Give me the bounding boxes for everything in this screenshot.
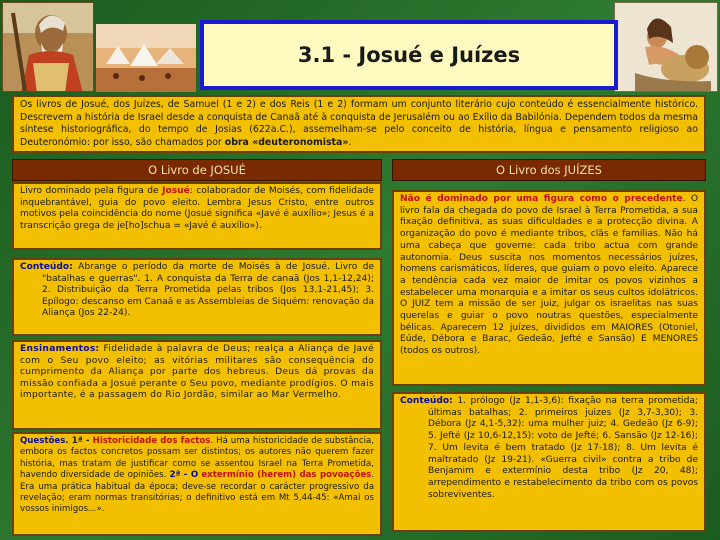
joshua-heading-text: O Livro de JOSUÉ <box>148 163 246 177</box>
joshua-teachings-text: Fidelidade à palavra de Deus; realça a Aliança de Javé com o Seu povo eleito; as vitórias militares são consequência do cumprimento da Aliança por parte dos hebreus. Deus dá provas da missão confiada a Josué perante o Seu povo, mediante prodígios. O mais importante, é a passagem do Rio Jordão, similar ao Mar Vermelho. <box>20 344 374 401</box>
desert-camp-illustration <box>96 24 196 92</box>
question1-text: . Há uma historicidade de substância, embora os factos concretos possam ser distintos; os autores não querem fazer história, mas tratam de justificar como se assentou Israel na Terra Prometida, havendo diversidade de opiniões. <box>20 436 374 481</box>
page-title: 3.1 - Josué e Juízes <box>297 43 521 67</box>
judges-intro-text: . O livro fala da chegada do povo de Israel à Terra Prometida, a sua fixação definitiva, as suas dificuldades e a protecção divina. A organização do povo é mediante tribos, clãs e famílias. Não há uma cabeça que governe: cada tribo actua com grande autonomia. Deus suscita nos momentos necessários juízes, homens carismáticos, líderes, que guiam o povo eleito. Aparece a tendência cada vez maior de imitar os povos vizinhos a estabelecer uma monarquia e a imitar os seus cultos idolátricos. O JUIZ tem a missão de ser juiz, julgar os israelitas nas suas querelas e guiar o povo noutras questões, especialmente bélicas. Aparecem 12 juízes, divididos em MAIORES (Otoniel, Eúde, Débora e Barac, Gedeão, Jefté e Sansão) E MENORES (todos os outros). <box>400 194 698 357</box>
intro-text: Os livros de Josué, dos Juízes, de Samuel (1 e 2) e dos Reis (1 e 2) formam um conjunto literário cujo conteúdo é essencialmente histórico. Descrevem a história de Israel desde a conquista de Canaã até à conquista de Jerusalém ou ao Exílio da Babilónia. Dependem todos da mesma síntese historiográfica, do tempo de Josias (622a.C.), assemelham-se pelo conceito de história, língua e pensamento religioso ao Deuteronómio: por isso, são chamados por <box>20 99 698 148</box>
joshua-intro-box <box>12 182 382 250</box>
question2-text: . Era uma prática habitual da época; deve-se recordar o carácter progressivo da revelação; eram normas transitórias; o definitivo está em Mt 5,44-45: «Amai os vossos inimigos…». <box>20 470 375 515</box>
question2-title: extermínio (herem) das povoações <box>201 470 372 481</box>
judges-content-box <box>392 392 706 532</box>
prophet-illustration <box>2 2 94 92</box>
joshua-teachings-label: Ensinamentos: <box>20 344 100 354</box>
question1-title: Historicidade dos factos <box>92 436 211 446</box>
intro-box <box>12 95 706 153</box>
judges-intro-bold: Não é dominado por uma figura como o precedente <box>400 194 683 204</box>
judges-heading <box>392 159 706 181</box>
joshua-content-text: Abrange o período da morte de Moisés à de Josué. Livro de "batalhas e guerras". 1. A conquista da Terra de canaã (Jos 1,1-12,24); 2. Distribuição da Terra Prometida pelas tribos (Jos 13,1-21,45); 3. Epílogo: descanso em Canaã e as Assembleias de Siquém: renovação da Aliança (Jos 22-24). <box>42 262 374 319</box>
intro-bold-term: obra «deuteronomista» <box>224 136 349 148</box>
intro-end: . <box>348 136 352 148</box>
samson-lion-illustration <box>614 2 718 92</box>
judges-content-text: 1. prólogo (Jz 1,1-3,6): fixação na terra prometida; últimas batalhas; 2. primeiros juizes (Jz 3,7-3,30); 3. Débora (Jz 4,1-5,32): uma mulher juiz; 4. Gedeão (Jz 6-9); 5. Jefté (Jz 10,6-12,15): voto de Jefté; 6. Sansão (Jz 12-16); 7. Um levita é bem tratado (Jz 17-18); 8. Um levita é maltratado (Jz 19-21). «Guerra civil» contra a tribo de Benjamim e extermínio desta tribo (Jz 20, 48); arrependimento e restabelecimento da tribo com os povos sobreviventes. <box>428 396 698 500</box>
judges-heading-text: O Livro dos JUÍZES <box>496 163 602 177</box>
judges-content-label: Conteúdo: <box>400 396 453 406</box>
question2-number: 2ª - O <box>169 470 199 481</box>
joshua-questions-label: Questões <box>20 436 66 446</box>
title-box <box>200 20 618 90</box>
joshua-content-label: Conteúdo: <box>20 262 73 272</box>
joshua-content-box <box>12 258 382 336</box>
joshua-name: Josué <box>162 186 190 196</box>
judges-intro-box <box>392 190 706 386</box>
joshua-intro-before: Livro dominado pela figura de <box>20 186 159 196</box>
joshua-heading <box>12 159 382 181</box>
joshua-teachings-box <box>12 340 382 430</box>
joshua-questions-box <box>12 432 382 536</box>
joshua-intro-after: : colaborador de Moisés, com fidelidade inquebrantável, guia do povo eleito. Lembra Jesus Cristo, entre outros motivos pela coincidência do nome (Josué significa «Javé é auxílio»; Jesus é a transcrição grega de je[ho]schua = «Javé é auxílio»). <box>20 186 374 231</box>
question1-number: . 1ª - <box>65 436 93 446</box>
